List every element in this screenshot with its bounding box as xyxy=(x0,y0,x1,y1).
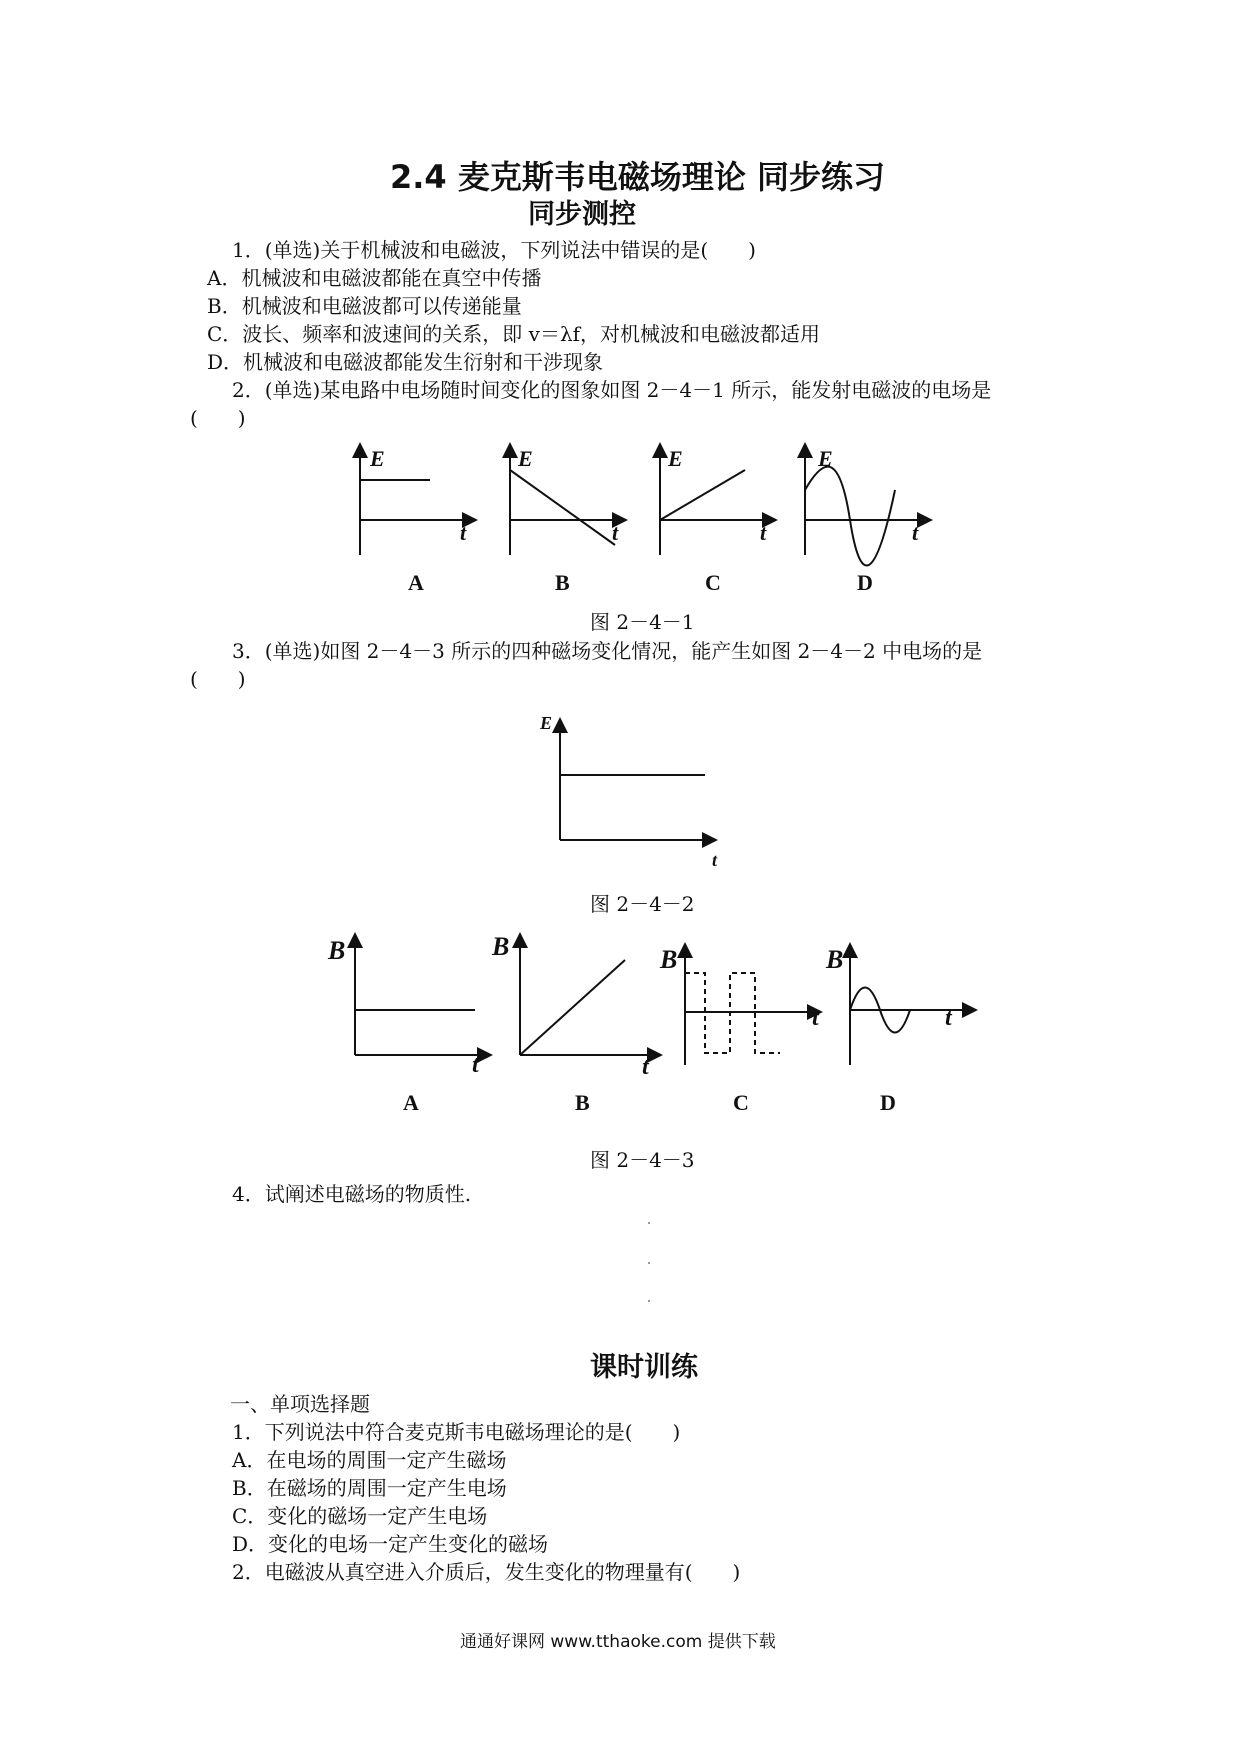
graph-b-t-panel-a xyxy=(350,935,490,1060)
panel-c-label: C xyxy=(705,570,721,595)
stray-dot xyxy=(648,1300,650,1302)
fig-2-4-2-axis-t: t xyxy=(712,850,718,870)
page-footer: 通通好课网 www.tthaoke.com 提供下载 xyxy=(460,1632,776,1652)
graph-b-t-panel-c xyxy=(680,945,820,1070)
q1-option-c: C．波长、频率和波速间的关系，即 v＝λf，对机械波和电磁波都适用 xyxy=(207,322,821,346)
panel-b-label: B xyxy=(555,570,570,595)
fig3-panel-a-axis-t: t xyxy=(472,1052,479,1078)
fig3-panel-d-axis-t: t xyxy=(945,1005,952,1031)
s2-q1-option-c: C．变化的磁场一定产生电场 xyxy=(232,1504,488,1528)
s2-q1-option-a: A．在电场的周围一定产生磁场 xyxy=(232,1448,507,1472)
q2-stem-cont: ( ) xyxy=(190,406,246,430)
page-title: 2.4 麦克斯韦电磁场理论 同步练习 xyxy=(390,158,885,196)
fig3-panel-b-axis-t: t xyxy=(642,1054,649,1080)
fig3-panel-c-axis-b: B xyxy=(660,945,678,974)
graph-e-t-constant xyxy=(555,720,715,850)
q1-option-b: B．机械波和电磁波都可以传递能量 xyxy=(207,294,522,318)
fig3-panel-d-axis-b: B xyxy=(826,945,844,974)
panel-a-axis-e: E xyxy=(370,446,385,471)
fig3-panel-a-axis-b: B xyxy=(328,936,346,965)
q3-stem: 3．(单选)如图 2－4－3 所示的四种磁场变化情况，能产生如图 2－4－2 中电场的是 xyxy=(232,639,983,663)
panel-d-axis-t: t xyxy=(912,520,919,545)
section-heading-sync-test: 同步测控 xyxy=(528,199,636,230)
figure-caption-2-4-1: 图 2－4－1 xyxy=(590,610,695,634)
panel-c-axis-t: t xyxy=(760,520,767,545)
figure-caption-2-4-3: 图 2－4－3 xyxy=(590,1148,695,1172)
fig3-panel-a-label: A xyxy=(403,1090,419,1115)
s2-q2-stem: 2．电磁波从真空进入介质后，发生变化的物理量有( ) xyxy=(232,1560,741,1584)
panel-b-axis-e: E xyxy=(518,446,533,471)
q3-stem-cont: ( ) xyxy=(190,667,246,691)
stray-dot xyxy=(648,1262,650,1264)
panel-b-axis-t: t xyxy=(612,520,619,545)
q1-stem: 1．(单选)关于机械波和电磁波，下列说法中错误的是( ) xyxy=(232,238,756,262)
s2-q1-option-d: D．变化的电场一定产生变化的磁场 xyxy=(232,1532,549,1556)
part-heading-single-choice: 一、单项选择题 xyxy=(230,1392,370,1416)
fig3-panel-c-axis-t: t xyxy=(812,1005,819,1031)
panel-a-axis-t: t xyxy=(460,520,467,545)
graph-b-t-panel-d xyxy=(845,945,975,1070)
panel-d-axis-e: E xyxy=(818,446,833,471)
q4-stem: 4．试阐述电磁场的物质性. xyxy=(232,1182,472,1206)
s2-q1-option-b: B．在磁场的周围一定产生电场 xyxy=(232,1476,507,1500)
panel-d-label: D xyxy=(857,570,873,595)
q1-option-d: D．机械波和电磁波都能发生衍射和干涉现象 xyxy=(207,350,604,374)
panel-c-axis-e: E xyxy=(668,446,683,471)
s2-q1-stem: 1．下列说法中符合麦克斯韦电磁场理论的是( ) xyxy=(232,1420,681,1444)
stray-dot xyxy=(648,1222,650,1224)
fig3-panel-c-label: C xyxy=(733,1090,749,1115)
fig-2-4-2-axis-e: E xyxy=(540,713,553,733)
figure-caption-2-4-2: 图 2－4－2 xyxy=(590,892,695,916)
fig3-panel-d-label: D xyxy=(880,1090,896,1115)
panel-a-label: A xyxy=(408,570,424,595)
graph-b-t-panel-b xyxy=(515,935,660,1060)
q1-option-a: A．机械波和电磁波都能在真空中传播 xyxy=(207,266,542,290)
fig3-panel-b-axis-b: B xyxy=(492,932,510,961)
fig3-panel-b-label: B xyxy=(575,1090,590,1115)
section-heading-practice: 课时训练 xyxy=(590,1352,698,1383)
q2-stem: 2．(单选)某电路中电场随时间变化的图象如图 2－4－1 所示，能发射电磁波的电场是 xyxy=(232,378,992,402)
